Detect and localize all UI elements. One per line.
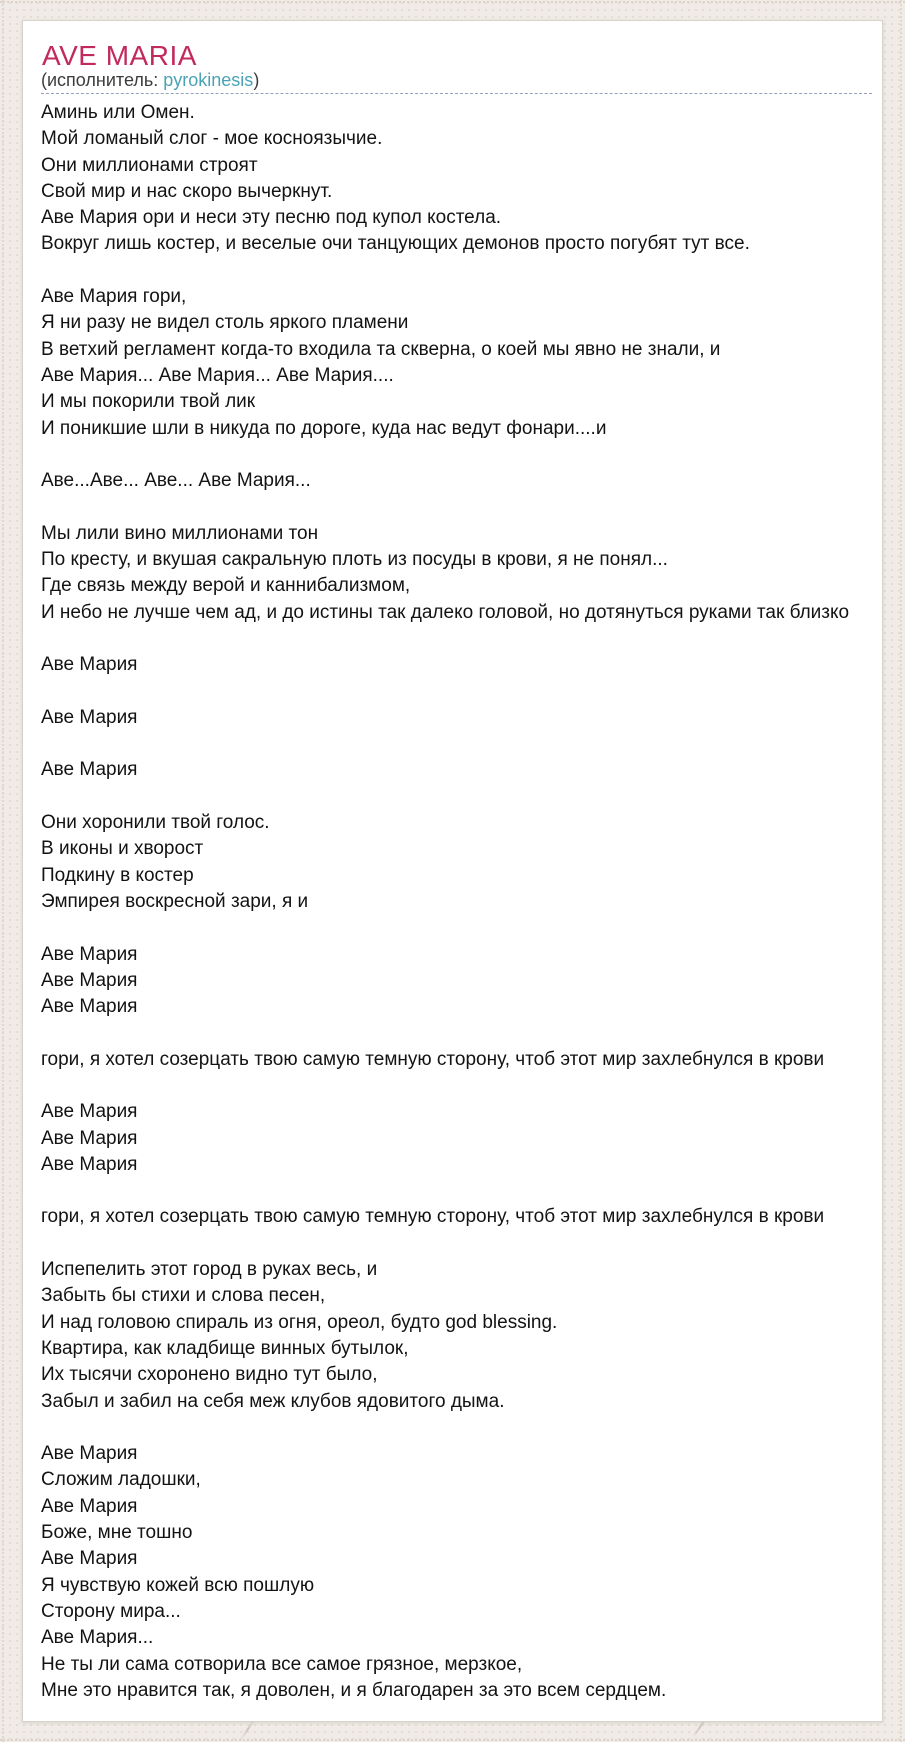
artist-line [41,71,876,90]
lyric-line: Аве Мария [41,654,138,676]
lyrics-text [41,100,876,1704]
lyric-line: Аве Мария [41,759,138,781]
lyric-line [41,494,876,520]
lyric-line: Не ты ли сама сотворила все самое грязное, мерзкое, [41,1653,523,1675]
lyric-line: Свой мир и нас скоро вычеркнут. [41,180,333,202]
lyric-line: Аве Мария гори, [41,286,187,308]
lyric-line [41,1231,876,1257]
lyric-line: По кресту, и вкушая сакральную плоть из посуды в крови, я не понял... [41,549,668,571]
lyric-line: Аве Мария [41,969,138,991]
lyric-line: Аве Мария... Аве Мария... Аве Мария.... [41,364,394,386]
song-title: AVE MARIA [42,40,197,71]
background-stitch-top [0,1,905,3]
lyric-line: Аве Мария [41,943,138,965]
lyric-line: Забыл и забил на себя меж клубов ядовитого дыма. [41,1390,505,1412]
lyric-line [41,679,876,705]
lyric-line: Аве Мария [41,1548,138,1570]
lyric-line: И мы покорили твой лик [41,391,256,413]
lyrics-card [22,20,883,1722]
lyric-line [41,1415,876,1441]
lyric-line: Я ни разу не видел столь яркого пламени [41,312,409,334]
lyric-line: Сторону мира... [41,1600,181,1622]
lyric-line: Мы лили вино миллионами тон [41,522,319,544]
lyric-line: Сложим ладошки, [41,1469,201,1491]
lyric-line [41,1178,876,1204]
lyric-line: Мне это нравится так, я доволен, и я благодарен за это всем сердцем. [41,1679,667,1701]
lyric-line: И поникшие шли в никуда по дороге, куда нас ведут фонари....и [41,417,607,439]
lyric-line: Где связь между верой и каннибализмом, [41,575,411,597]
lyric-line [41,731,876,757]
lyric-line: В иконы и хворост [41,838,204,860]
lyric-line [41,784,876,810]
lyric-line: Аве Мария [41,996,138,1018]
background-stitch-bottom [0,1739,905,1741]
lyric-line: Их тысячи схоронено видно тут было, [41,1364,378,1386]
lyric-line: В ветхий регламент когда-то входила та скверна, о коей мы явно не знали, и [41,338,721,360]
background-stitch-left [2,0,4,1742]
lyric-line [41,915,876,941]
lyric-line: Квартира, как кладбище винных бутылок, [41,1337,409,1359]
lyric-line: Эмпирея воскресной зари, я и [41,890,309,912]
lyric-line: Аве Мария [41,1443,138,1465]
lyric-line: Аве...Аве... Аве... Аве Мария... [41,470,311,492]
lyric-line [41,1073,876,1099]
lyric-line: Они хоронили твой голос. [41,812,270,834]
artist-label: (исполнитель: [41,70,159,90]
lyric-line: Вокруг лишь костер, и веселые очи танцующих демонов просто погубят тут все. [41,233,750,255]
lyric-line: Аве Мария ори и неси эту песню под купол костела. [41,207,502,229]
lyric-line [41,442,876,468]
lyric-line: И небо не лучше чем ад, и до истины так далеко головой, но дотянуться руками так близко [41,601,850,623]
lyric-line: Мой ломаный слог - мое косноязычие. [41,128,383,150]
lyric-line: И над головою спираль из огня, ореол, будто god blessing. [41,1311,558,1333]
lyric-line: Аве Мария [41,1101,138,1123]
lyric-line: Испепелить этот город в руках весь, и [41,1259,378,1281]
artist-link[interactable]: pyrokinesis [163,70,254,90]
lyric-line: гори, я хотел созерцать твою самую темную сторону, чтоб этот мир захлебнулся в крови [41,1048,825,1070]
lyric-line: Аве Мария [41,1127,138,1149]
lyric-line: Забыть бы стихи и слова песен, [41,1285,326,1307]
background-stitch-right [900,0,902,1742]
lyric-line: Боже, мне тошно [41,1522,193,1544]
lyric-line: Аве Мария [41,706,138,728]
lyric-line: Аве Мария... [41,1627,154,1649]
lyric-line: Аминь или Омен. [41,102,195,123]
lyric-line: гори, я хотел созерцать твою самую темную сторону, чтоб этот мир захлебнулся в крови [41,1206,825,1228]
dashed-separator [41,93,872,94]
lyric-line: Аве Мария [41,1495,138,1517]
lyric-line [41,1020,876,1046]
lyric-line [41,626,876,652]
lyric-line [41,258,876,284]
lyric-line: Я чувствую кожей всю пошлую [41,1574,315,1596]
lyric-line: Аве Мария [41,1153,138,1175]
artist-close-paren: ) [253,70,260,90]
lyric-line: Подкину в костер [41,864,194,886]
lyric-line: Они миллионами строят [41,154,258,176]
